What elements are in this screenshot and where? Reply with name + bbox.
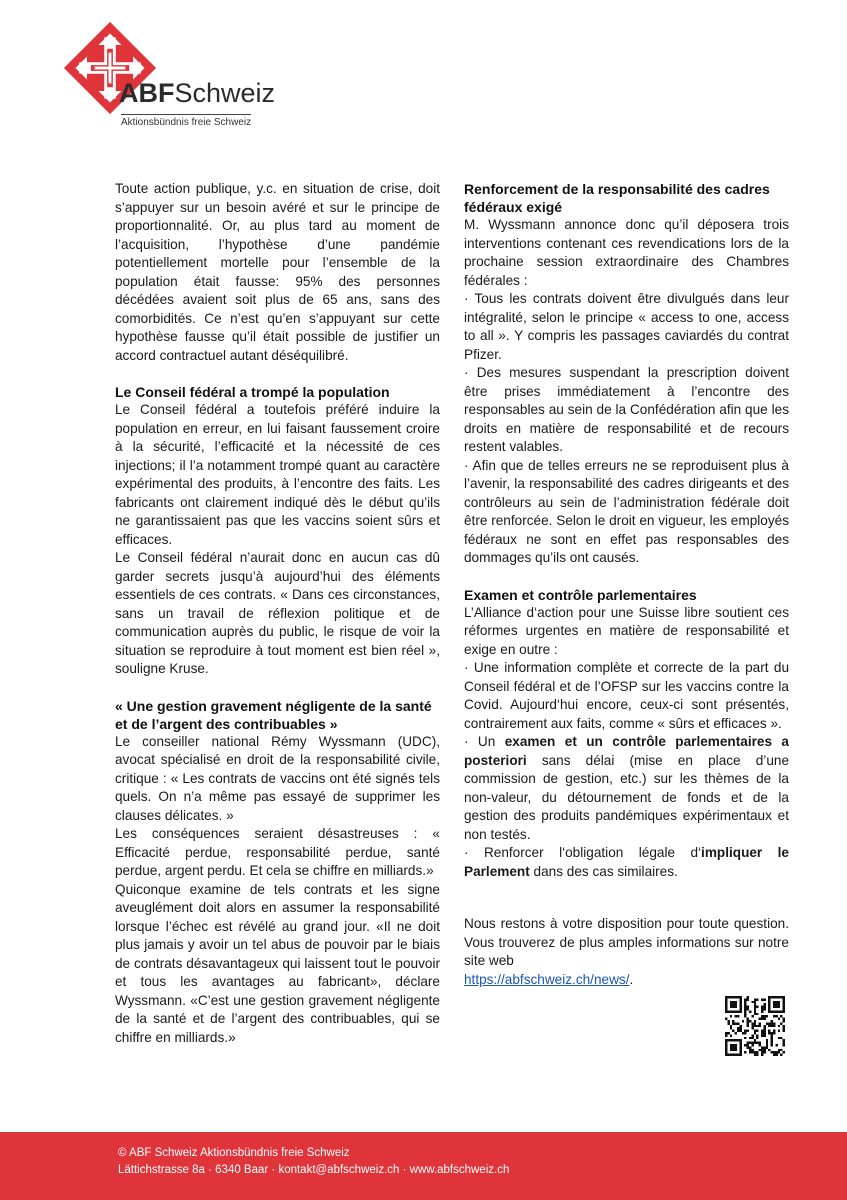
bullet-parlement-bold: impliquer le Parlement	[464, 845, 789, 879]
paragraph-renforcement: M. Wyssmann annonce donc qu’il déposera trois interventions contenant ces revendications lors de la prochaine session extraordinaire des Chambres fédérales :	[464, 217, 789, 288]
contact-text: Nous restons à votre disposition pour toute question. Vous trouverez de plus amples informations sur notre site web	[464, 916, 789, 968]
footer-copyright: © ABF Schweiz Aktionsbündnis freie Schweiz	[118, 1147, 350, 1159]
section-heading-renforcement: Renforcement de la responsabilité des cadres fédéraux exigé	[464, 181, 770, 215]
section-heading-examen: Examen et contrôle parlementaires	[464, 586, 697, 603]
section-heading-gestion: « Une gestion gravement négligente de la santé et de l’argent des contribuables »	[115, 697, 432, 732]
bullet-examen-bold: examen et un contrôle parlementaires a posteriori	[464, 734, 789, 768]
contact-paragraph	[464, 915, 789, 989]
paragraph-conseil-2: Le Conseil fédéral n’aurait donc en aucun cas dû garder secrets jusqu’à aujourd’hui des éléments essentiels de ces contrats. « Dans ces circonstances, sans un travail de réflexion politique et de communication auprès du public, le risque de voir la situation se reproduire à tout moment est bien réel », souligne Kruse.	[115, 550, 440, 676]
section-heading-conseil: Le Conseil fédéral a trompé la population	[115, 384, 390, 400]
brand-tagline: Aktionsbündnis freie Schweiz	[121, 114, 251, 129]
bullet-parlement-pre: · Renforcer l‘obligation légale d‘	[464, 845, 702, 860]
footer-address: Lättichstrasse 8a · 6340 Baar · kontakt@abfschweiz.ch · www.abfschweiz.ch	[118, 1164, 510, 1176]
news-link[interactable]: https://abfschweiz.ch/news/	[464, 971, 630, 987]
paragraph-gestion-1: Le conseiller national Rémy Wyssmann (UDC), avocat spécialisé en droit de la responsabilité civile, critique : « Les contrats de vaccins ont été signés tels quels. On n’a même pas essayé de supprimer les clauses délicates. »	[115, 733, 440, 823]
bullet-information: · Une information complète et correcte de la part du Conseil fédéral et de l’OFSP sur les vaccins contre la Covid. Aujourd‘hui encore, ceux-ci sont présentés, contrairement aux faits, comme « sûrs et efficaces ».	[464, 660, 789, 731]
bullet-parlement	[464, 844, 789, 881]
qr-code-icon[interactable]	[725, 996, 785, 1056]
right-column	[464, 180, 789, 989]
paragraph-examen: L’Alliance d‘action pour une Suisse libre soutient ces réformes urgentes en matière de responsabilité et exige en outre :	[464, 604, 789, 657]
brand-bold: ABF	[119, 78, 175, 108]
brand-name	[119, 78, 275, 108]
bullet-examen-pre: · Un	[464, 734, 505, 749]
bullet-parlement-post: dans des cas similaires.	[529, 863, 678, 879]
bullet-examen-post: sans délai (mise en place d’une commission de gestion, etc.) sur les thèmes de la non-valeur, du détournement de fonds et de la gestion des produits pandémiques expérimentaux et non testés.	[464, 752, 789, 842]
bullet-prescription: · Des mesures suspendant la prescription doivent être prises immédiatement à l’encontre des responsables au sein de la Confédération afin que les droits en matière de responsabilité et de recours restent valables.	[464, 365, 789, 454]
left-column	[115, 180, 440, 1047]
bullet-examen	[464, 733, 789, 844]
contact-end: .	[629, 971, 634, 987]
paragraph-conseil-1: Le Conseil fédéral a toutefois préféré induire la population en erreur, en lui faisant faussement croire à la sécurité, l’efficacité et la nécessité de ces injections; il l’a notamment trompé quant au caractère expérimental des produits, à l’encontre des faits. Les fabricants ont clairement indiqué dès le début qu’ils ne garantissaient pas que les vaccins soient sûrs et efficaces.	[115, 402, 440, 547]
paragraph-gestion-3: Quiconque examine de tels contrats et les signe aveuglément doit alors en assumer la responsabilité lorsque l’échec est révélé au grand jour. «Il ne doit plus jamais y avoir un tel abus de pouvoir par le biais de contrats désavantageux qui laissent tout le pouvoir et tous les avantages au fabricant», déclare Wyssmann. «C’est une gestion gravement négligente de la santé et de l’argent des contribuables, qui se chiffre en milliards.»	[115, 881, 440, 1045]
bullet-contrats: · Tous les contrats doivent être divulgués dans leur intégralité, selon le principe « access to one, access to all ». Y compris les passages caviardés du contrat Pfizer.	[464, 291, 789, 362]
footer	[0, 1132, 847, 1200]
bullet-responsabilite: · Afin que de telles erreurs ne se reproduisent plus à l’avenir, la responsabilité des cadres dirigeants et des contrôleurs au sein de l’administration fédérale doit être renforcée. Selon le droit en vigueur, les employés fédéraux ne sont en effet pas responsables des dommages qu’ils ont causés.	[464, 457, 789, 565]
intro-paragraph: Toute action publique, y.c. en situation de crise, doit s’appuyer sur un besoin avéré et sur le principe de proportionnalité. Or, au plus tard au moment de l’acquisition, l’hypothèse d’une pandémie potentiellement mortelle pour l’ensemble de la population était fausse: 95% des personnes décédées avaient soit plus de 65 ans, sans des comorbidités. Ce n’est qu’en s’appuyant sur cette hypothèse fausse qu’il était possible de justifier un accord contractuel autant déséquilibré.	[115, 181, 440, 363]
brand-rest: Schweiz	[174, 78, 276, 108]
paragraph-gestion-2: Les conséquences seraient désastreuses : « Efficacité perdue, responsabilité perdue, santé perdue, argent perdu. Et cela se chiffre en milliards.»	[115, 826, 440, 878]
